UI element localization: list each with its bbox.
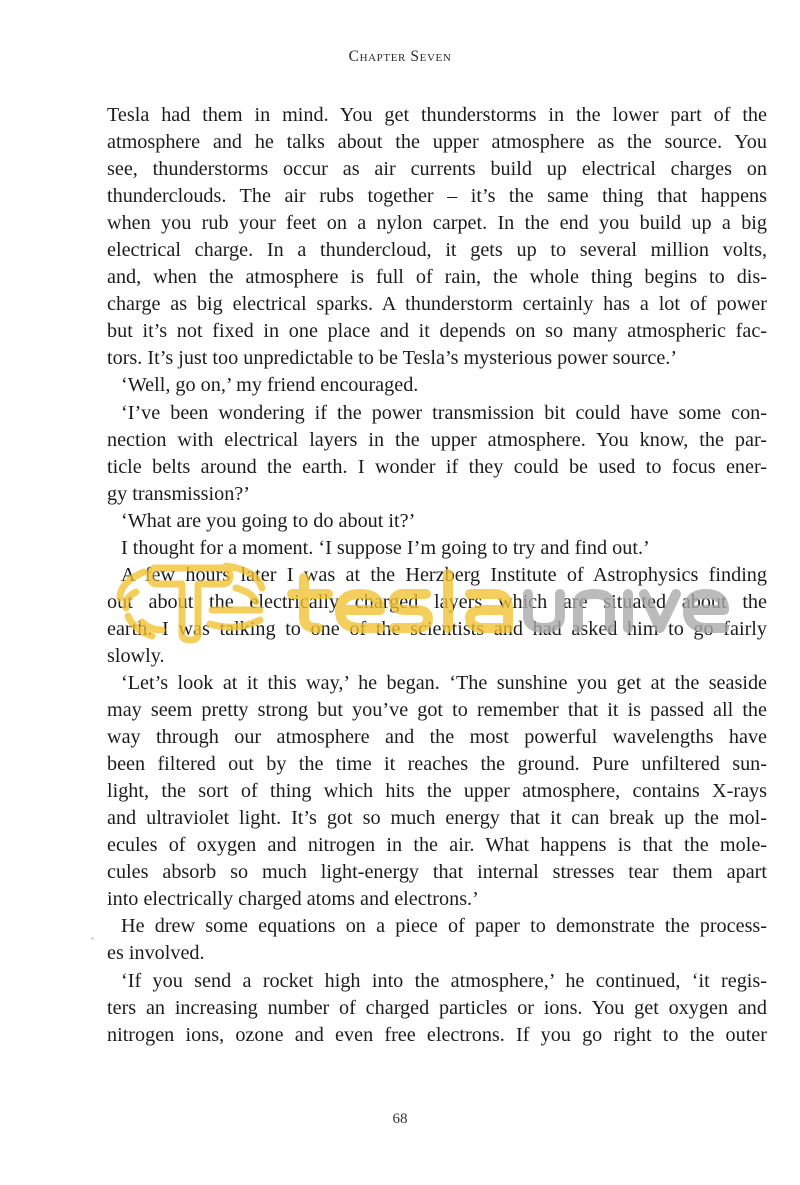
text-line: when you rub your feet on a nylon carpet. In the end you build up a big <box>107 212 767 235</box>
text-line: nitrogen ions, ozone and even free electrons. If you go right to the outer <box>107 1023 767 1046</box>
body-text <box>107 102 767 1049</box>
text-line: but it’s not fixed in one place and it depends on so many atmospheric fac- <box>107 320 767 343</box>
text-line: ‘What are you going to do about it?’ <box>121 509 416 532</box>
page-number: 68 <box>392 1111 408 1127</box>
text-line: cules absorb so much light-energy that internal stresses tear them apart <box>107 861 767 884</box>
text-line: ecules of oxygen and nitrogen in the air. What happens is that the mole- <box>107 834 767 857</box>
text-line: Tesla had them in mind. You get thunderstorms in the lower part of the <box>107 104 767 126</box>
text-line: earth. I was talking to one of the scientists and had asked him to go fairly <box>107 617 767 640</box>
text-line: may seem pretty strong but you’ve got to remember that it is passed all the <box>107 699 767 722</box>
text-line: ters an increasing number of charged particles or ions. You get oxygen and <box>107 996 767 1019</box>
text-line: been filtered out by the time it reaches the ground. Pure unfiltered sun- <box>107 753 767 776</box>
text-line: He drew some equations on a piece of paper to demonstrate the process- <box>121 915 767 938</box>
text-line: atmosphere and he talks about the upper atmosphere as the source. You <box>107 131 767 154</box>
text-line: electrical charge. In a thundercloud, it gets up to several million volts, <box>107 239 767 262</box>
running-head: Chapter Seven <box>348 48 452 65</box>
text-line: see, thunderstorms occur as air currents build up electrical charges on <box>107 158 767 181</box>
text-line: and ultraviolet light. It’s got so much energy that it can break up the mol- <box>107 807 767 830</box>
text-line: charge as big electrical sparks. A thunderstorm certainly has a lot of power <box>107 293 767 316</box>
text-line: ‘Let’s look at it this way,’ he began. ‘The sunshine you get at the seaside <box>121 671 767 694</box>
text-line: es involved. <box>107 942 205 965</box>
text-line: gy transmission?’ <box>107 482 250 505</box>
text-line: A few hours later I was at the Herzberg Institute of Astrophysics finding <box>121 563 767 586</box>
text-line: I thought for a moment. ‘I suppose I’m going to try and find out.’ <box>121 536 650 559</box>
text-line: into electrically charged atoms and electrons.’ <box>107 888 479 911</box>
text-line: ‘Well, go on,’ my friend encouraged. <box>121 374 419 397</box>
text-line: thunderclouds. The air rubs together – it’s the same thing that happens <box>107 185 767 208</box>
text-line: way through our atmosphere and the most powerful wavelengths have <box>107 726 767 749</box>
text-line: tors. It’s just too unpredictable to be Tesla’s mysterious power source.’ <box>107 347 678 370</box>
text-line: ticle belts around the earth. I wonder if they could be used to focus ener- <box>107 455 767 478</box>
text-line: ‘I’ve been wondering if the power transmission bit could have some con- <box>121 401 767 424</box>
text-line: ‘If you send a rocket high into the atmosphere,’ he continued, ‘it regis- <box>121 969 767 992</box>
scan-artifact-dot <box>91 937 94 940</box>
text-line: and, when the atmosphere is full of rain, the whole thing begins to dis- <box>107 266 767 289</box>
text-line: slowly. <box>107 644 165 667</box>
text-line: out about the electrically charged layers which are situated about the <box>107 590 767 613</box>
text-line: light, the sort of thing which hits the upper atmosphere, contains X-rays <box>107 780 767 803</box>
text-line: nection with electrical layers in the upper atmosphere. You know, the par- <box>107 428 767 451</box>
